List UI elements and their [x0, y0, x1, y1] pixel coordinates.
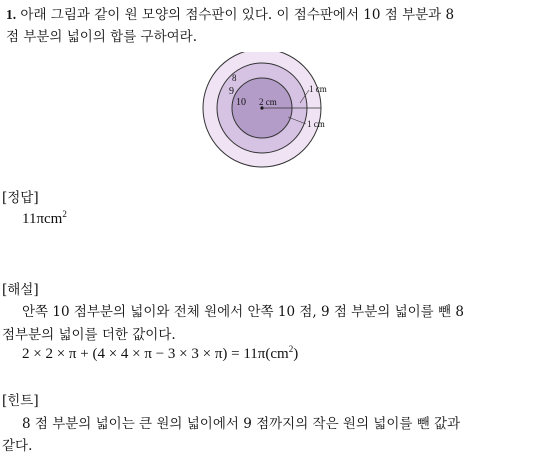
radius-label: 2 cm	[259, 97, 277, 107]
formula-end: )	[293, 346, 299, 362]
explanation-formula	[22, 346, 298, 363]
answer-heading: [정답]	[2, 190, 39, 206]
hint-line-1: 8 점 부분의 넓이는 큰 원의 넓이에서 9 점까지의 작은 원의 넓이를 뺀 값과	[22, 416, 461, 432]
question-text-1: 아래 그림과 같이 원 모양의 점수판이 있다. 이 점수판에서 10 점 부분과 8	[20, 7, 455, 23]
explanation-line-1: 안쪽 10 점부분의 넓이와 전체 원에서 안쪽 10 점, 9 점 부분의 넓이를 뺀 8	[22, 304, 464, 320]
hint-heading: [힌트]	[2, 393, 39, 409]
explanation-heading: [해설]	[2, 282, 39, 298]
score-label-9: 9	[229, 86, 234, 97]
answer-exponent: 2	[62, 209, 67, 219]
dartboard-figure	[196, 52, 366, 172]
ring-label-1: 1 cm	[309, 84, 327, 94]
question-line-2: 점 부분의 넓이의 합를 구하여라.	[6, 29, 197, 45]
question-number: 1.	[6, 7, 17, 22]
formula-exponent: 2	[288, 344, 294, 354]
question-line-1	[6, 3, 454, 23]
score-label-8: 8	[232, 73, 237, 83]
ring-label-2: 1 cm	[307, 119, 325, 129]
answer-main: 11πcm	[22, 211, 63, 227]
hint-line-2: 같다.	[2, 438, 33, 454]
formula-main: 2 × 2 × π + (4 × 4 × π − 3 × 3 × π) = 11π(cm	[22, 346, 289, 362]
answer-value	[22, 211, 67, 228]
explanation-line-2: 점부분의 넓이를 더한 값이다.	[2, 327, 176, 343]
score-label-10: 10	[236, 97, 246, 108]
